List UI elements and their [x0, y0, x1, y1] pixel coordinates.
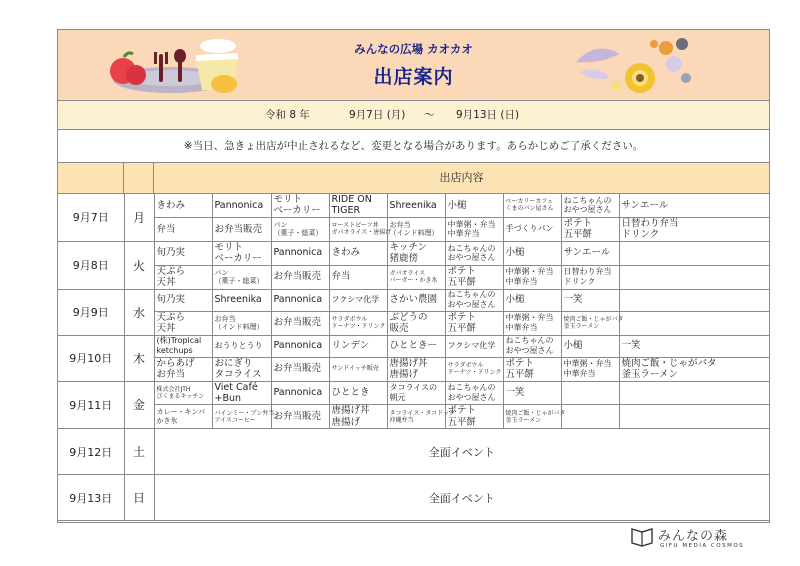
shop-item-cell	[503, 311, 561, 335]
shop-item-cell	[212, 357, 271, 381]
shop-item-cell	[503, 217, 561, 241]
shop-item-cell-text: ポテト 五平餅	[447, 265, 477, 289]
shop-item-cell	[561, 311, 624, 335]
shop-item-cell	[387, 357, 445, 381]
shop-name-cell	[561, 194, 619, 217]
weekday-cell: 金	[124, 381, 154, 429]
end-date: 9月13日 (日)	[456, 109, 520, 121]
full-event-cell: 全面イベント	[154, 429, 769, 475]
shop-item-cell-text: タコライス・タコドッグ 沖縄弁当	[389, 409, 456, 424]
shop-name-cell-text: Pannonica	[273, 340, 323, 352]
shop-item-cell	[445, 405, 503, 429]
shop-name-cell-text: Pannonica	[273, 247, 323, 259]
shop-item-cell	[154, 217, 212, 241]
shop-name-cell	[387, 194, 445, 217]
shop-name-cell-text: サンエール	[563, 247, 611, 259]
shop-item-cell-text: 手づくりパン	[505, 224, 554, 234]
shop-name-cell-text: 一笑	[563, 294, 583, 306]
weekday-cell: 火	[124, 241, 154, 289]
shop-item-cell-text: パン （菓子・総菜）	[214, 268, 264, 286]
shop-item-cell	[212, 311, 271, 335]
shop-name-cell-text: 小槌	[447, 199, 467, 211]
shop-name-cell-text: Shreenika	[214, 294, 262, 306]
shop-item-cell	[329, 217, 392, 241]
shop-name-cell	[387, 335, 445, 357]
shop-item-cell	[387, 311, 445, 335]
shop-name-cell-text: きわみ	[156, 199, 186, 211]
shop-item-cell-text: ポテト 五平餅	[447, 311, 477, 335]
shop-item-cell-text: 日替わり弁当 ドリンク	[621, 217, 679, 241]
shop-name-cell	[445, 241, 503, 265]
shop-name-cell	[503, 289, 561, 311]
shop-item-cell-text: 弁当	[156, 223, 176, 235]
weekday-cell: 水	[124, 289, 154, 335]
shop-name-cell	[445, 289, 503, 311]
shop-name-cell-text: モリト ベーカリー	[214, 241, 262, 265]
shop-name-cell	[271, 381, 329, 405]
weekday-cell: 日	[124, 475, 154, 521]
shop-name-cell-text: 一笑	[621, 340, 641, 352]
shop-name-cell-text: (株)Tropical ketchups	[156, 336, 202, 356]
schedule-header	[58, 163, 769, 194]
shop-item-cell	[619, 357, 769, 381]
shop-item-cell-text: ポテト 五平餅	[563, 217, 593, 241]
shop-item-cell	[329, 405, 387, 429]
shop-name-cell	[154, 194, 212, 217]
shop-name-cell-text: Pannonica	[273, 294, 323, 306]
shop-item-cell-text: バインミー・ブン弁当 アイスコーヒー	[214, 409, 275, 424]
shop-item-cell	[387, 217, 445, 241]
flyer-frame	[57, 29, 770, 523]
shop-item-cell-text: 焼肉ご飯・じゃがバタ 釜玉ラーメン	[621, 357, 717, 381]
shop-name-cell-text: Shreenika	[389, 199, 437, 211]
shop-name-cell	[387, 381, 445, 405]
flyer-header	[58, 30, 769, 100]
shop-name-cell-text: ねこちゃんの おやつ屋さん	[563, 195, 612, 215]
shop-name-cell	[445, 381, 503, 405]
shop-item-cell-text: 焼肉ご飯・じゃがバタ 釜玉ラーメン	[505, 409, 566, 424]
shop-item-cell	[619, 405, 769, 429]
shop-name-cell-text: Pannonica	[273, 387, 323, 399]
shop-item-cell	[561, 217, 619, 241]
shop-name-cell	[154, 241, 212, 265]
shop-item-cell	[445, 357, 503, 381]
shop-name-cell-text: ベーカリーカフェ くまのパン屋さん	[505, 198, 554, 213]
shop-item-cell	[619, 265, 769, 289]
shop-item-cell	[619, 217, 769, 241]
shop-name-cell	[271, 241, 329, 265]
shop-name-cell	[329, 241, 387, 265]
header-divider	[123, 163, 124, 193]
shop-name-cell-text: RIDE ON TIGER	[331, 194, 372, 217]
shop-item-cell-text: 天ぷら 天丼	[156, 265, 186, 289]
shop-name-cell	[619, 381, 769, 405]
weekday-cell: 月	[124, 194, 154, 241]
schedule-table	[58, 194, 769, 521]
shop-item-cell	[154, 357, 212, 381]
shop-item-cell-text: 中華粥・弁当 中華弁当	[447, 219, 496, 239]
shop-name-cell-text: リンデン	[331, 340, 370, 352]
shop-name-cell-text: 小槌	[505, 294, 525, 306]
shop-item-cell-text: 焼肉ご飯・じゃがバタ 釜玉ラーメン	[563, 315, 624, 331]
shop-name-cell-text: 旬乃実	[156, 247, 186, 259]
shop-name-cell	[503, 241, 561, 265]
shop-item-cell	[154, 265, 212, 289]
shop-name-cell	[387, 241, 445, 265]
shop-item-cell-text: ローストビーフ丼 ガパオライス・唐揚げ	[331, 222, 392, 237]
period-row	[58, 100, 769, 130]
shop-item-cell	[271, 217, 329, 241]
logo-english: GIFU MEDIA COSMOS	[660, 543, 745, 549]
date-cell: 9月12日	[58, 429, 124, 475]
shop-name-cell	[561, 241, 619, 265]
logo-japanese: みんなの森	[658, 529, 729, 544]
shop-item-cell	[271, 311, 329, 335]
shop-item-cell-text: カレー・キンパ かき氷	[156, 408, 205, 425]
shop-name-cell	[154, 335, 212, 357]
date-cell: 9月13日	[58, 475, 124, 521]
date-cell: 9月7日	[58, 194, 124, 241]
shop-item-cell-text: 唐揚げ丼 唐揚げ	[389, 357, 428, 381]
shop-name-cell	[212, 381, 271, 405]
shop-item-cell	[619, 311, 769, 335]
shop-item-cell-text: ポテト 五平餅	[447, 405, 477, 428]
shop-name-cell	[271, 289, 329, 311]
shop-name-cell-text: タコライスの 朝元	[389, 383, 438, 402]
shop-name-cell	[561, 335, 619, 357]
shop-name-cell-text: サンエール	[621, 199, 669, 211]
shop-item-cell	[271, 357, 329, 381]
shop-item-row	[58, 265, 769, 289]
shop-name-cell	[503, 381, 561, 405]
shop-name-cell	[271, 335, 329, 357]
shop-name-cell	[619, 335, 769, 357]
shop-name-cell	[503, 335, 561, 357]
shop-name-cell	[329, 194, 387, 217]
shop-item-cell-text: 日替わり弁当 ドリンク	[563, 267, 612, 287]
shop-item-cell-text: サラダボウル ドーナツ・ドリンク	[331, 315, 386, 331]
shop-name-cell-text: ねこちゃんの おやつ屋さん	[505, 336, 554, 356]
shop-name-cell-text: きわみ	[331, 247, 361, 259]
page-title: 出店案内	[373, 66, 454, 88]
shop-item-cell-text: 唐揚げ丼 唐揚げ	[331, 405, 370, 428]
shop-item-cell-text: お弁当販売	[273, 271, 322, 283]
shop-item-cell-text: ポテト 五平餅	[505, 357, 535, 381]
shop-name-cell-text: 小槌	[563, 340, 583, 352]
shop-name-cell-text: ねこちゃんの おやつ屋さん	[447, 290, 496, 310]
shop-name-cell-text: フクシマ化学	[331, 295, 380, 305]
shop-item-row	[58, 405, 769, 429]
shop-name-row	[58, 381, 769, 405]
schedule-header-label: 出店内容	[439, 171, 484, 184]
weekday-cell: 土	[124, 429, 154, 475]
shop-item-cell	[445, 311, 503, 335]
shop-name-cell	[619, 241, 769, 265]
shop-item-cell	[387, 265, 445, 289]
shop-item-cell-text: からあげ お弁当	[156, 357, 195, 381]
shop-item-cell-text: サンドイッチ販売	[331, 365, 379, 373]
shop-item-cell	[271, 405, 329, 429]
shop-item-cell-text: お弁当 （インド料理）	[389, 220, 439, 238]
shop-item-cell-text: お弁当販売	[214, 223, 263, 235]
start-date: 9月7日 (月)	[349, 109, 406, 121]
shop-item-cell	[154, 405, 212, 429]
shop-item-row	[58, 311, 769, 335]
shop-item-cell	[271, 265, 329, 289]
shop-item-cell	[212, 265, 271, 289]
date-cell: 9月11日	[58, 381, 124, 429]
book-logo-icon	[630, 525, 654, 547]
venue-name: みんなの広場 カオカオ	[354, 42, 473, 56]
shop-name-cell-text: 一笑	[505, 387, 525, 399]
shop-item-cell	[212, 217, 271, 241]
shop-name-row	[58, 335, 769, 357]
shop-name-cell	[212, 194, 271, 217]
shop-name-cell-text: ねこちゃんの おやつ屋さん	[447, 243, 496, 263]
shop-name-cell-text: ねこちゃんの おやつ屋さん	[447, 383, 496, 402]
shop-item-cell-text: お弁当 （インド料理）	[214, 314, 264, 332]
shop-name-cell	[619, 289, 769, 311]
shop-name-cell	[445, 335, 503, 357]
shop-item-cell-text: サラダボウル ドーナツ・ドリンク	[447, 361, 502, 377]
day-row	[58, 429, 769, 475]
shop-name-cell	[154, 381, 212, 405]
shop-item-cell-text: 天ぷら 天丼	[156, 311, 186, 335]
notice-text: ※当日、急きょ出店が中止されるなど、変更となる場合があります。あらかじめご了承ください。	[58, 130, 769, 163]
shop-item-cell	[387, 405, 456, 429]
shop-item-cell-text: お弁当販売	[273, 317, 322, 329]
shop-item-cell-text: ぶどうの 販売	[389, 311, 428, 335]
shop-name-cell	[503, 194, 561, 217]
shop-item-cell	[329, 357, 387, 381]
shop-item-cell-text: ガパオライス バーガー・かき氷	[389, 269, 438, 285]
shop-item-cell	[329, 265, 387, 289]
shop-item-cell-text: お弁当販売	[273, 411, 322, 423]
shop-name-cell	[329, 381, 387, 405]
shop-name-cell	[387, 289, 445, 311]
shop-name-cell	[561, 289, 619, 311]
shop-item-cell	[503, 405, 566, 429]
shop-name-row	[58, 289, 769, 311]
date-cell: 9月9日	[58, 289, 124, 335]
shop-name-cell-text: 旬乃実	[156, 294, 186, 306]
shop-name-cell-text: 小槌	[505, 247, 525, 259]
shop-name-cell-text: 株式会社JTH びくまるキッチン	[156, 385, 205, 400]
date-cell: 9月10日	[58, 335, 124, 381]
shop-name-cell	[154, 289, 212, 311]
shop-name-cell-text: ひととき	[331, 387, 370, 399]
shop-name-cell	[329, 289, 387, 311]
shop-item-cell-text: お弁当販売	[273, 363, 322, 375]
shop-name-cell-text: ひとときー	[389, 340, 438, 352]
shop-name-cell-text: モリト ベーカリー	[273, 194, 321, 217]
shop-item-cell	[445, 217, 503, 241]
shop-item-cell-text: 中華粥・弁当 中華弁当	[505, 313, 554, 333]
shop-name-cell	[445, 194, 503, 217]
shop-name-cell-text: フクシマ化学	[447, 341, 496, 351]
shop-name-cell-text: Viet Café +Bun	[214, 381, 258, 404]
shop-name-cell	[212, 241, 271, 265]
weekday-cell: 木	[124, 335, 154, 381]
full-event-cell: 全面イベント	[154, 475, 769, 521]
date-cell: 9月8日	[58, 241, 124, 289]
era-year: 令和 8 年	[265, 109, 310, 121]
shop-name-cell-text: さかい農園	[389, 294, 438, 306]
shop-name-cell-text: Pannonica	[214, 199, 264, 211]
shop-name-cell-text: おうりとうり	[214, 341, 263, 351]
gifu-media-cosmos-logo	[630, 525, 770, 555]
shop-item-cell	[561, 357, 619, 381]
shop-item-cell	[329, 311, 387, 335]
tilde: ～	[424, 109, 435, 121]
shop-name-cell	[619, 194, 769, 217]
day-row	[58, 475, 769, 521]
shop-item-cell	[445, 265, 503, 289]
shop-name-cell	[561, 381, 619, 405]
shop-name-cell	[212, 335, 271, 357]
shop-name-row	[58, 194, 769, 217]
shop-name-cell-text: キッチン 猪鹿傍	[389, 241, 427, 265]
shop-item-row	[58, 217, 769, 241]
shop-item-cell	[561, 405, 619, 429]
shop-item-cell-text: 中華粥・弁当 中華弁当	[563, 359, 612, 379]
shop-item-cell	[503, 357, 561, 381]
shop-name-cell	[212, 289, 271, 311]
shop-item-cell-text: パン （菓子・総菜）	[273, 220, 323, 238]
shop-name-cell	[329, 335, 387, 357]
shop-item-row	[58, 357, 769, 381]
shop-item-cell-text: 弁当	[331, 271, 351, 283]
shop-item-cell	[212, 405, 275, 429]
shop-item-cell	[561, 265, 619, 289]
shop-item-cell-text: 中華粥・弁当 中華弁当	[505, 267, 554, 287]
shop-name-row	[58, 241, 769, 265]
shop-item-cell	[154, 311, 212, 335]
flower-illustration-icon	[566, 32, 696, 100]
shop-item-cell-text: おにぎり タコライス	[214, 357, 262, 381]
shop-name-cell	[271, 194, 329, 217]
shop-item-cell	[503, 265, 561, 289]
